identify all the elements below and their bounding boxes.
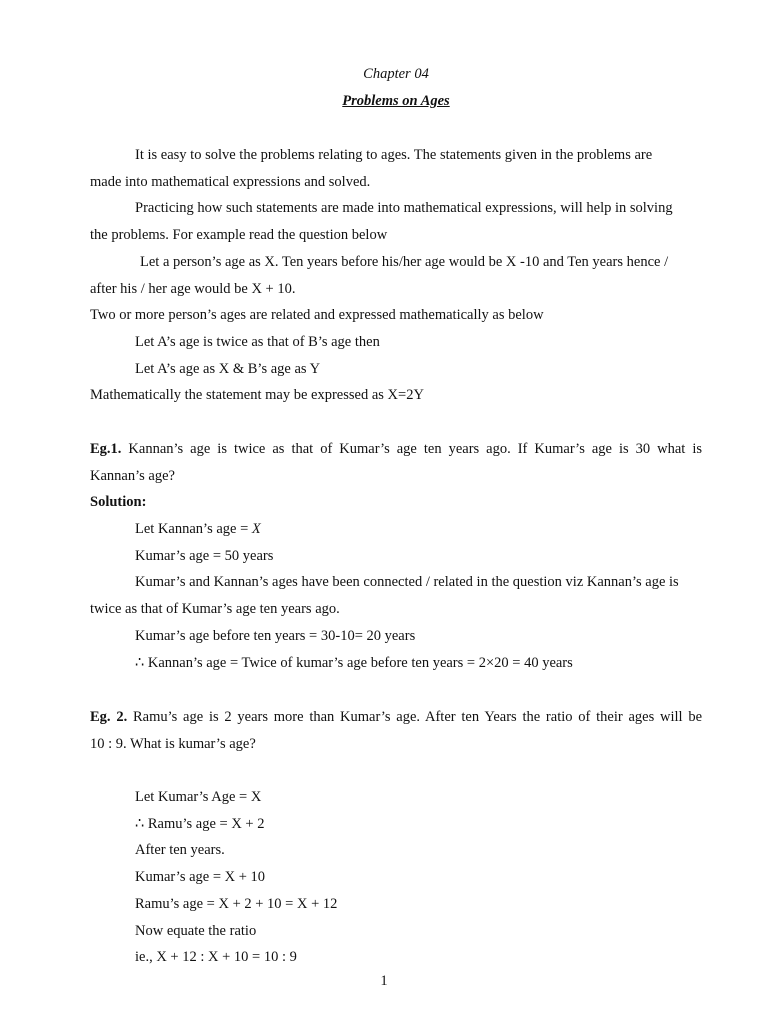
eg1-step-3-line-2: twice as that of Kumar’s age ten years ago. [90, 601, 340, 617]
chapter-label: Chapter 04 [363, 66, 429, 82]
eg2-label: Eg. 2. [90, 709, 128, 725]
eg2-step-2: ∴ Ramu’s age = X + 2 [135, 816, 265, 832]
intro-paragraph-6: Let A’s age as X & B’s age as Y [135, 361, 321, 377]
intro-paragraph-7: Mathematically the statement may be expressed as X=2Y [90, 387, 424, 403]
intro-paragraph-3-line-1: Let a person’s age as X. Ten years before his/her age would be X -10 and Ten years hence / [140, 254, 669, 270]
intro-paragraph-2-line-2: the problems. For example read the question below [90, 227, 388, 243]
page-number: 1 [380, 973, 388, 989]
intro-paragraph-1-line-2: made into mathematical expressions and solved. [90, 174, 371, 190]
eg1-step-1-text: Let Kannan’s age = [135, 521, 252, 537]
eg2-question-text: Ramu’s age is 2 years more than Kumar’s age. After ten Years the ratio of their ages will be [127, 709, 703, 725]
intro-paragraph-5: Let A’s age is twice as that of B’s age then [135, 334, 380, 350]
intro-paragraph-3-line-2: after his / her age would be X + 10. [90, 281, 296, 297]
eg1-step-3-line-1: Kumar’s and Kannan’s ages have been connected / related in the question viz Kannan’s age is [135, 574, 679, 590]
eg2-step-1: Let Kumar’s Age = X [135, 789, 262, 805]
eg1-question-line-2: Kannan’s age? [90, 468, 175, 484]
eg1-step-4: Kumar’s age before ten years = 30-10= 20 years [135, 628, 416, 644]
eg2-question-line-1 [90, 708, 702, 726]
eg1-question-line-1 [90, 440, 702, 458]
eg2-step-7: ie., X + 12 : X + 10 = 10 : 9 [135, 949, 297, 965]
eg1-solution-label: Solution: [90, 494, 147, 510]
intro-paragraph-1-line-1: It is easy to solve the problems relating to ages. The statements given in the problems are [135, 147, 653, 163]
eg2-step-3: After ten years. [135, 842, 225, 858]
eg1-step-5: ∴ Kannan’s age = Twice of kumar’s age before ten years = 2×20 = 40 years [135, 655, 573, 671]
eg1-question-text: Kannan’s age is twice as that of Kumar’s age ten years ago. If Kumar’s age is 30 what is [121, 441, 702, 457]
page-title: Problems on Ages [342, 93, 450, 109]
eg2-step-6: Now equate the ratio [135, 923, 257, 939]
eg1-step-1 [135, 520, 702, 538]
eg1-step-2: Kumar’s age = 50 years [135, 548, 274, 564]
eg2-step-4: Kumar’s age = X + 10 [135, 869, 266, 885]
eg1-label: Eg.1. [90, 441, 122, 457]
eg2-step-5: Ramu’s age = X + 2 + 10 = X + 12 [135, 896, 338, 912]
eg1-step-1-variable: X [251, 521, 261, 537]
intro-paragraph-4: Two or more person’s ages are related and expressed mathematically as below [90, 307, 544, 323]
intro-paragraph-2-line-1: Practicing how such statements are made into mathematical expressions, will help in solving [135, 200, 673, 216]
eg2-question-line-2: 10 : 9. What is kumar’s age? [90, 736, 256, 752]
